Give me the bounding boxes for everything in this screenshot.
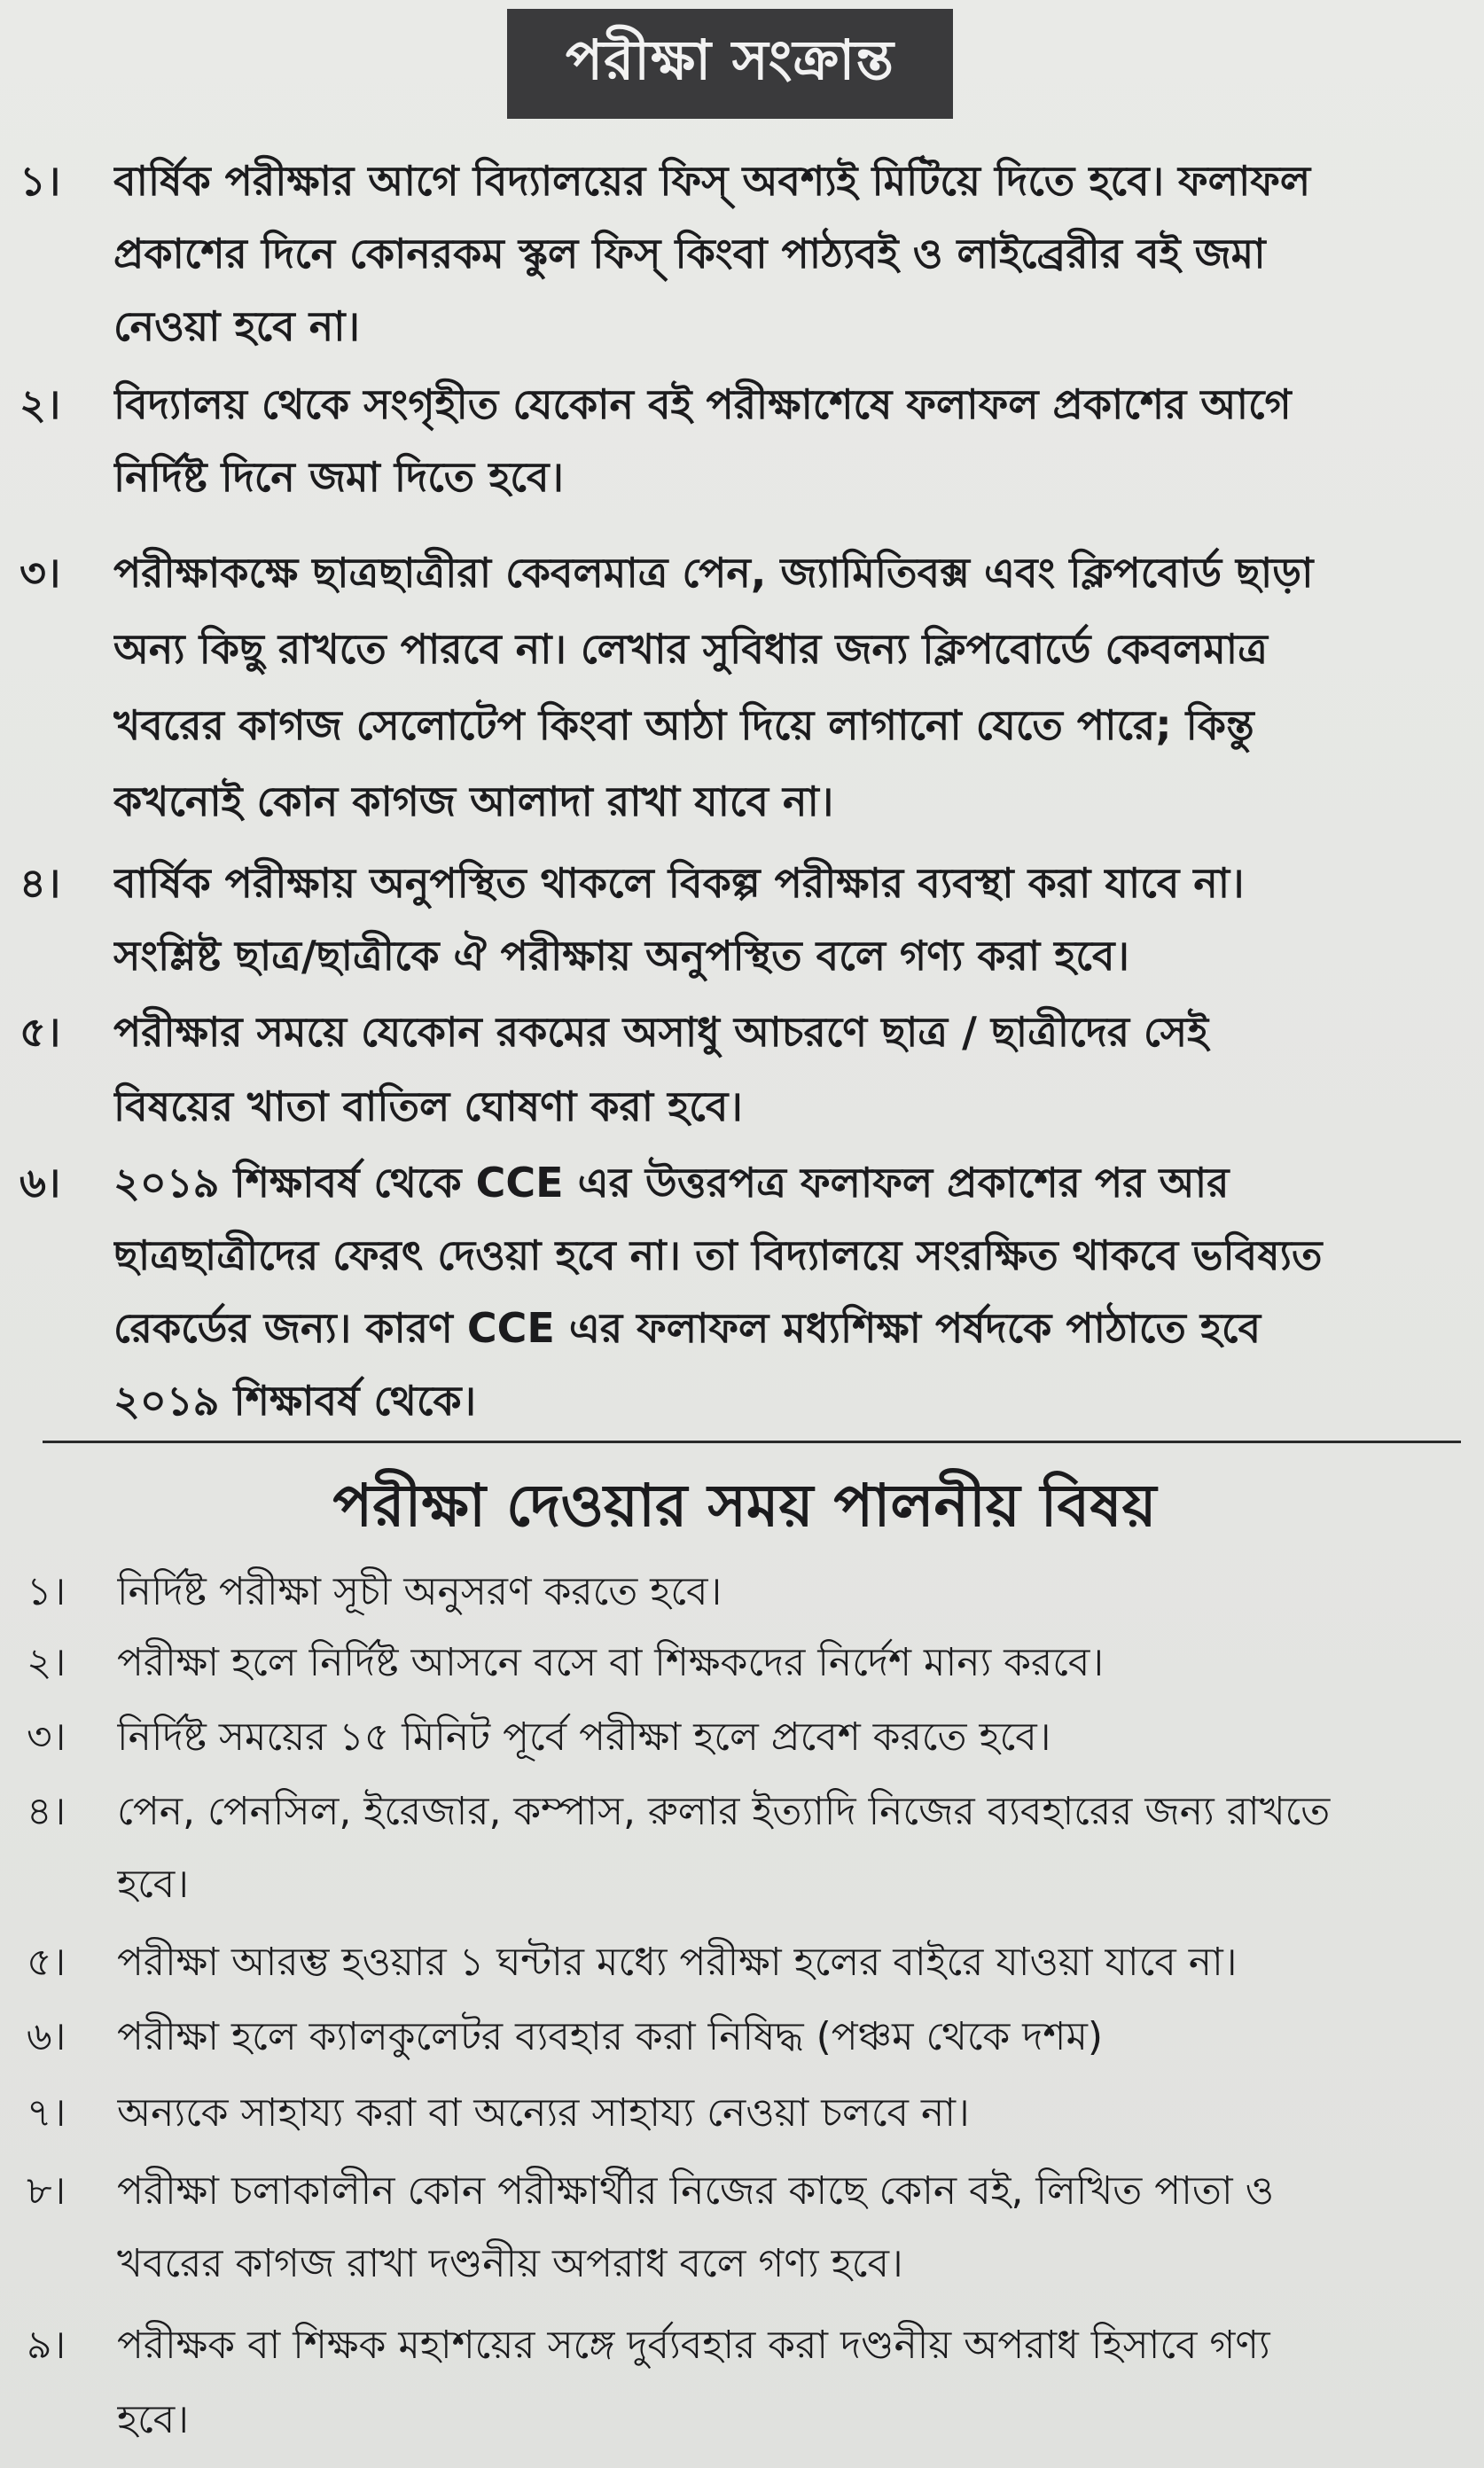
item-text-line: হবে। xyxy=(117,2397,190,2442)
item-text-line: পরীক্ষা আরম্ভ হওয়ার ১ ঘন্টার মধ্যে পরীক্ষা হলের বাইরে যাওয়া যাবে না। xyxy=(117,1940,1238,1985)
item-text-line: ২০১৯ শিক্ষাবর্ষ থেকে। xyxy=(113,1377,477,1425)
item-text-line: প্রকাশের দিনে কোনরকম স্কুল ফিস্ কিংবা পাঠ্যবই ও লাইব্রেরীর বই জমা xyxy=(113,230,1266,277)
item-text-line: খবরের কাগজ রাখা দণ্ডনীয় অপরাধ বলে গণ্য হবে। xyxy=(117,2241,903,2286)
item-number: ৭। xyxy=(27,2090,66,2136)
item-number: ৬। xyxy=(20,1159,61,1207)
item-text-line: নেওয়া হবে না। xyxy=(113,302,360,350)
item-number: ৮। xyxy=(27,2168,66,2214)
item-number: ১। xyxy=(20,157,61,205)
item-number: ৯। xyxy=(27,2323,66,2368)
item-text-line: অন্য কিছু রাখতে পারবে না। লেখার সুবিধার জন্য ক্লিপবোর্ডে কেবলমাত্র xyxy=(113,625,1268,673)
item-text-line: ২০১৯ শিক্ষাবর্ষ থেকে CCE এর উত্তরপত্র ফলাফল প্রকাশের পর আর xyxy=(113,1159,1230,1207)
item-text-line: পরীক্ষা হলে নির্দিষ্ট আসনে বসে বা শিক্ষকদের নির্দেশ মান্য করবে। xyxy=(117,1640,1105,1685)
item-number: ৩। xyxy=(20,549,61,597)
item-text-line: খবরের কাগজ সেলোটেপ কিংবা আঠা দিয়ে লাগানো যেতে পারে; কিন্তু xyxy=(113,701,1254,749)
item-text-line: রেকর্ডের জন্য। কারণ CCE এর ফলাফল মধ্যশিক্ষা পর্ষদকে পাঠাতে হবে xyxy=(113,1304,1261,1352)
item-number: ৫। xyxy=(27,1940,66,1985)
item-number: ২। xyxy=(20,380,61,428)
item-text-line: বিষয়ের খাতা বাতিল ঘোষণা করা হবে। xyxy=(113,1082,743,1130)
item-number: ৩। xyxy=(27,1714,66,1760)
item-text-line: পরীক্ষাকক্ষে ছাত্রছাত্রীরা কেবলমাত্র পেন, জ্যামিতিবক্স এবং ক্লিপবোর্ড ছাড়া xyxy=(113,549,1314,597)
item-text-line: নির্দিষ্ট সময়ের ১৫ মিনিট পূর্বে পরীক্ষা হলে প্রবেশ করতে হবে। xyxy=(117,1714,1051,1760)
item-number: ৬। xyxy=(27,2014,66,2059)
section-heading: পরীক্ষা দেওয়ার সময় পালনীয় বিষয় xyxy=(332,1472,1157,1540)
item-text-line: পেন, পেনসিল, ইরেজার, কম্পাস, রুলার ইত্যাদি নিজের ব্যবহারের জন্য রাখতে xyxy=(117,1789,1331,1834)
item-text-line: বার্ষিক পরীক্ষার আগে বিদ্যালয়ের ফিস্ অবশ্যই মিটিয়ে দিতে হবে। ফলাফল xyxy=(113,157,1311,205)
page-title: পরীক্ষা সংক্রান্ত xyxy=(507,9,953,119)
item-number: ৪। xyxy=(20,859,61,907)
item-text-line: পরীক্ষক বা শিক্ষক মহাশয়ের সঙ্গে দুর্ব্যবহার করা দণ্ডনীয় অপরাধ হিসাবে গণ্য xyxy=(117,2323,1270,2368)
item-text-line: বিদ্যালয় থেকে সংগৃহীত যেকোন বই পরীক্ষাশেষে ফলাফল প্রকাশের আগে xyxy=(113,380,1292,428)
item-text-line: বার্ষিক পরীক্ষায় অনুপস্থিত থাকলে বিকল্প পরীক্ষার ব্যবস্থা করা যাবে না। xyxy=(113,859,1245,907)
item-text-line: নির্দিষ্ট দিনে জমা দিতে হবে। xyxy=(113,453,564,501)
item-text-line: পরীক্ষার সময়ে যেকোন রকমের অসাধু আচরণে ছাত্র / ছাত্রীদের সেই xyxy=(113,1008,1209,1056)
item-number: ৫। xyxy=(20,1008,61,1056)
item-text-line: অন্যকে সাহায্য করা বা অন্যের সাহায্য নেওয়া চলবে না। xyxy=(117,2090,970,2136)
item-text-line: পরীক্ষা চলাকালীন কোন পরীক্ষার্থীর নিজের কাছে কোন বই, লিখিত পাতা ও xyxy=(117,2168,1275,2214)
item-number: ১। xyxy=(27,1569,66,1614)
item-text-line: নির্দিষ্ট পরীক্ষা সূচী অনুসরণ করতে হবে। xyxy=(117,1569,722,1614)
item-text-line: সংশ্লিষ্ট ছাত্র/ছাত্রীকে ঐ পরীক্ষায় অনুপস্থিত বলে গণ্য করা হবে। xyxy=(113,932,1129,980)
item-text-line: পরীক্ষা হলে ক্যালকুলেটর ব্যবহার করা নিষিদ্ধ (পঞ্চম থেকে দশম) xyxy=(117,2014,1104,2059)
item-number: ২। xyxy=(27,1640,66,1685)
item-number: ৪। xyxy=(27,1789,66,1834)
item-text-line: কখনোই কোন কাগজ আলাদা রাখা যাবে না। xyxy=(113,777,834,825)
section-divider xyxy=(43,1441,1461,1443)
item-text-line: হবে। xyxy=(117,1862,190,1907)
item-text-line: ছাত্রছাত্রীদের ফেরৎ দেওয়া হবে না। তা বিদ্যালয়ে সংরক্ষিত থাকবে ভবিষ্যত xyxy=(113,1231,1323,1279)
